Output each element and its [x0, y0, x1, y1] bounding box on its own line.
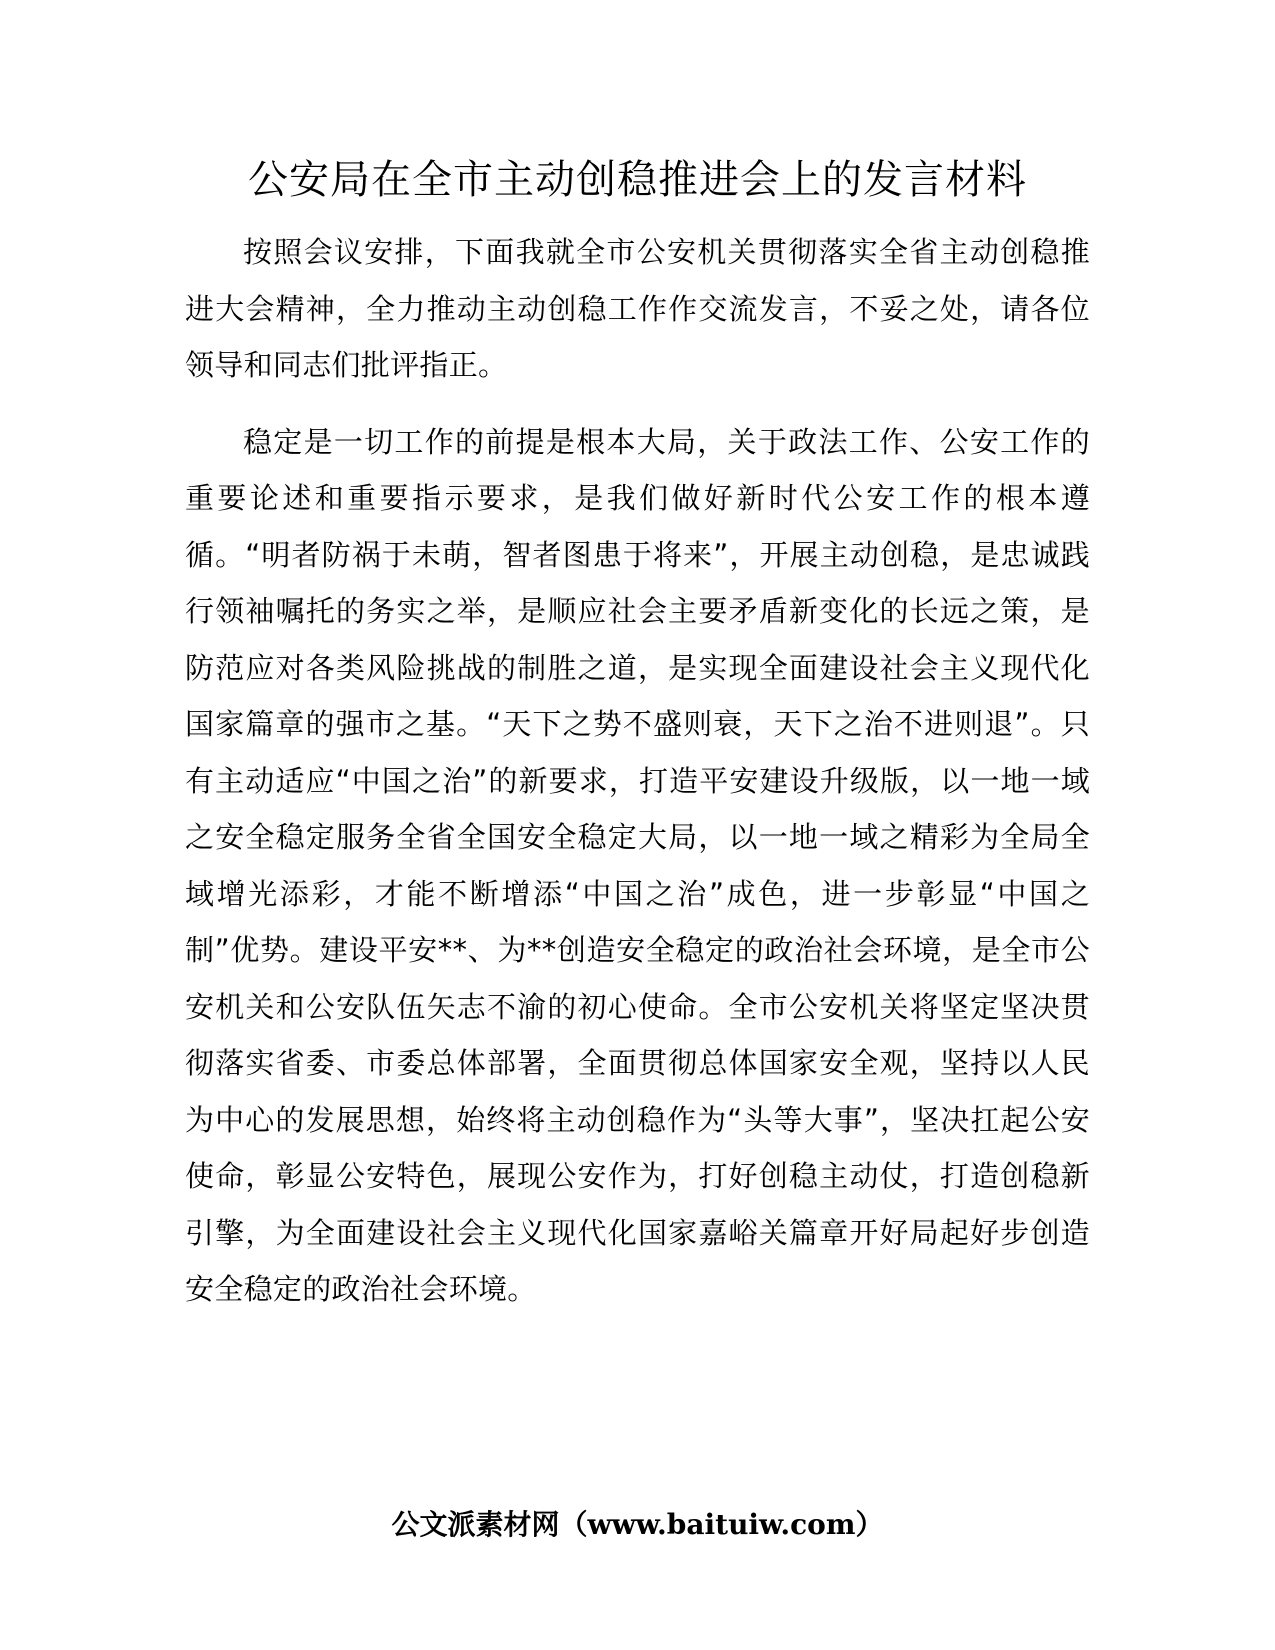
- document-title: 公安局在全市主动创稳推进会上的发言材料: [248, 157, 1027, 203]
- document-body: [185, 224, 1090, 1338]
- paragraph-2: 稳定是一切工作的前提是根本大局，关于政法工作、公安工作的重要论述和重要指示要求，是我们做好新时代公安工作的根本遵循。“明者防祸于未萌，智者图患于将来”，开展主动创稳，是忠诚践行领袖嘱托的务实之举，是顺应社会主要矛盾新变化的长远之策，是防范应对各类风险挑战的制胜之道，是实现全面建设社会主义现代化国家篇章的强市之基。“天下之势不盛则衰，天下之治不进则退”。只有主动适应“中国之治”的新要求，打造平安建设升级版，以一地一域之安全稳定服务全省全国安全稳定大局，以一地一域之精彩为全局全域增光添彩，才能不断增添“中国之治”成色，进一步彰显“中国之制”优势。建设平安**、为**创造安全稳定的政治社会环境，是全市公安机关和公安队伍矢志不渝的初心使命。全市公安机关将坚定坚决贯彻落实省委、市委总体部署，全面贯彻总体国家安全观，坚持以人民为中心的发展思想，始终将主动创稳作为“头等大事”，坚决扛起公安使命，彰显公安特色，展现公安作为，打好创稳主动仗，打造创稳新引擎，为全面建设社会主义现代化国家嘉峪关篇章开好局起好步创造安全稳定的政治社会环境。: [185, 424, 1090, 1306]
- footer-watermark: 公文派素材网（www.baituiw.com）: [391, 1508, 884, 1541]
- paragraph-1: 按照会议安排，下面我就全市公安机关贯彻落实全省主动创稳推进大会精神，全力推动主动创稳工作作交流发言，不妥之处，请各位领导和同志们批评指正。: [185, 235, 1090, 382]
